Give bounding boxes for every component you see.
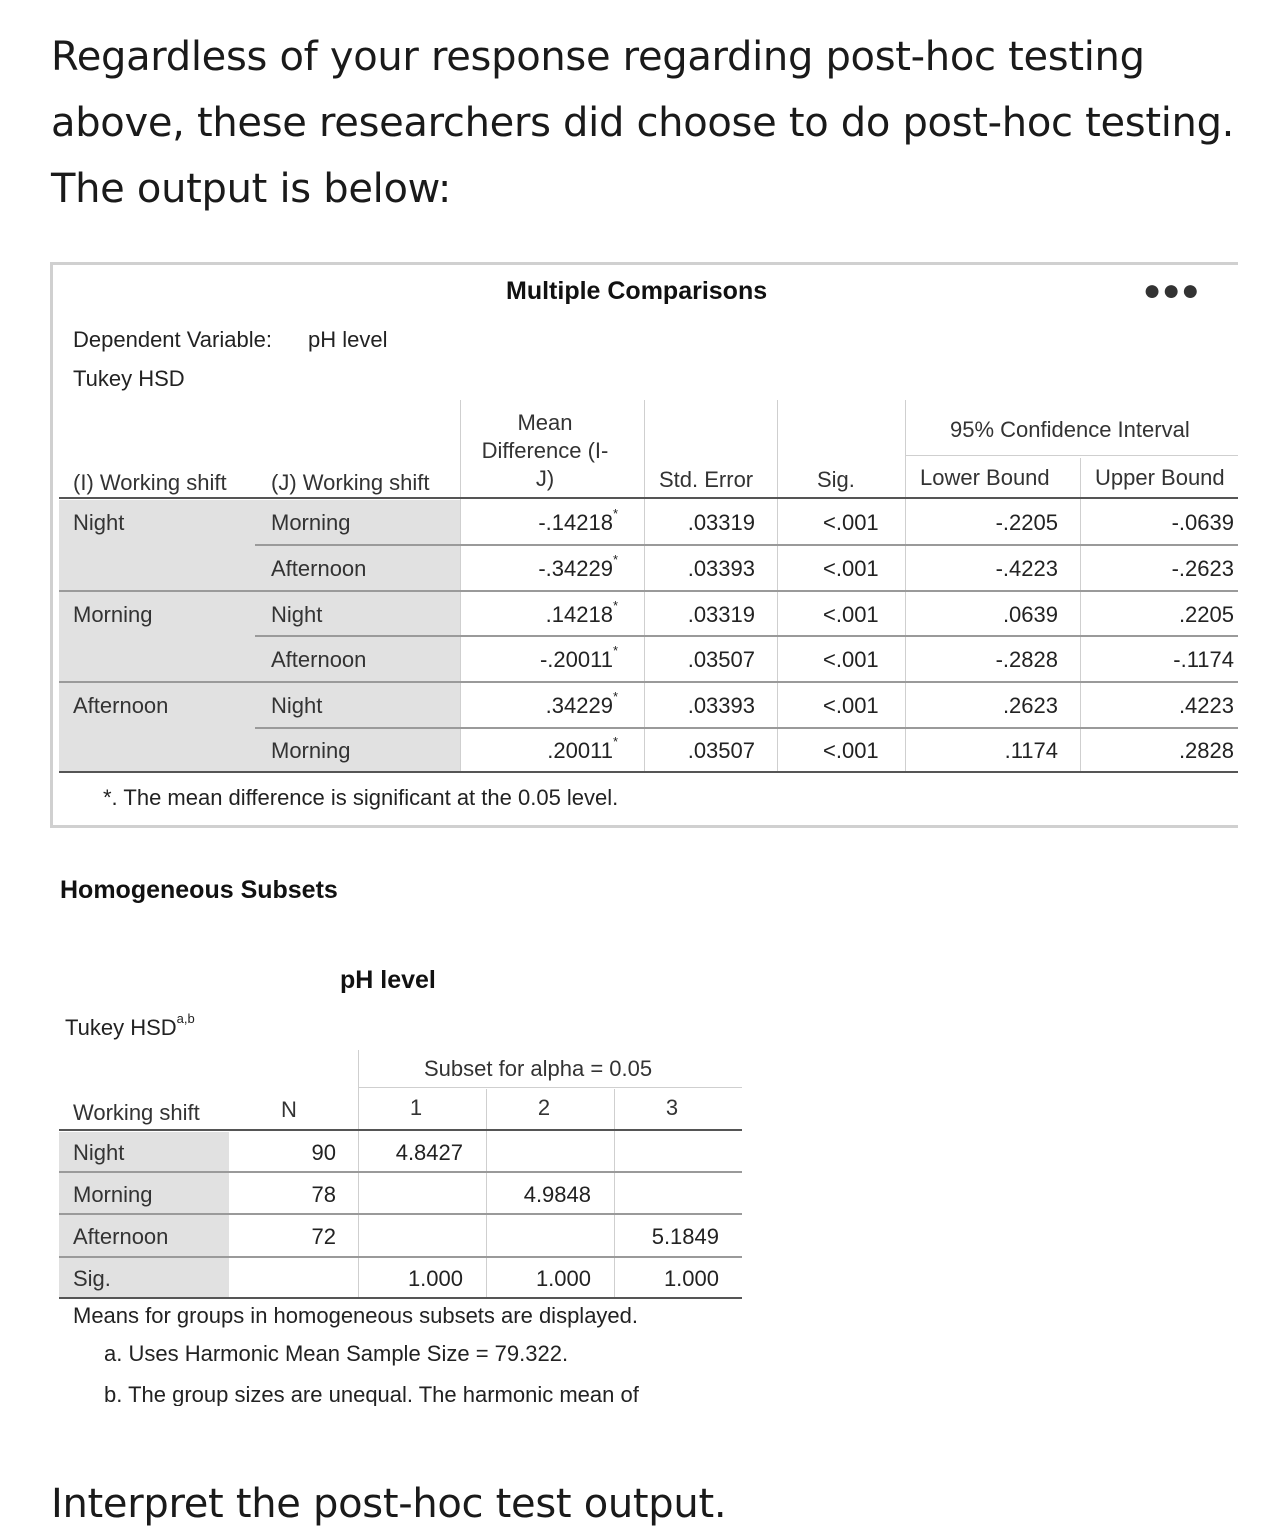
upper-bound-cell: -.2623: [1171, 556, 1234, 581]
sig-cell: <.001: [823, 647, 879, 672]
std-error-cell: .03393: [687, 556, 755, 581]
dependent-variable-value: pH level: [308, 327, 388, 352]
hs-subset-1-cell: 4.8427: [395, 1140, 463, 1165]
mean-difference-cell: -.20011*: [539, 643, 618, 672]
upper-bound-cell: -.0639: [1171, 510, 1234, 535]
hs-row-label: Morning: [73, 1182, 153, 1207]
header-confidence-interval: 95% Confidence Interval: [950, 417, 1190, 442]
header-i-working-shift: (I) Working shift: [73, 470, 227, 495]
sig-cell: <.001: [823, 738, 879, 763]
hs-row-label: Afternoon: [73, 1224, 169, 1249]
lower-bound-cell: .0639: [1002, 602, 1058, 627]
std-error-cell: .03319: [687, 602, 755, 627]
mean-difference-cell: .34229*: [545, 689, 618, 718]
intro-line-1: Regardless of your response regarding post-hoc testing: [51, 34, 1145, 80]
group-label-night: Night: [73, 510, 125, 535]
upper-bound-cell: .2828: [1178, 738, 1234, 763]
header-subset-1: 1: [409, 1095, 423, 1120]
ph-level-title: pH level: [340, 966, 436, 994]
mean-difference-cell: -.34229*: [538, 552, 618, 581]
row-j-label: Morning: [271, 510, 351, 535]
hs-note-a: a. Uses Harmonic Mean Sample Size = 79.322.: [104, 1341, 569, 1366]
mean-difference-cell: .20011*: [547, 734, 618, 763]
dependent-variable-label: Dependent Variable:: [73, 327, 272, 352]
hs-subset-3-cell: 5.1849: [651, 1224, 719, 1249]
hs-n-cell: 72: [311, 1224, 336, 1249]
header-mean-difference-1: Mean: [517, 410, 573, 435]
ellipsis-icon[interactable]: ●●●: [1143, 274, 1201, 307]
hs-sig-label: Sig.: [73, 1266, 111, 1291]
std-error-cell: .03319: [687, 510, 755, 535]
question-prompt: Interpret the post-hoc test output.: [51, 1481, 727, 1527]
row-j-label: Afternoon: [271, 647, 367, 672]
row-j-label: Night: [271, 602, 323, 627]
intro-line-2: above, these researchers did choose to do post-hoc testing.: [51, 100, 1235, 146]
hs-row-label: Night: [73, 1140, 125, 1165]
hs-sig-2: 1.000: [535, 1266, 591, 1291]
significance-footnote: *. The mean difference is significant at the 0.05 level.: [103, 785, 619, 810]
std-error-cell: .03507: [687, 738, 755, 763]
hs-note-b: b. The group sizes are unequal. The harmonic mean of: [104, 1382, 639, 1406]
upper-bound-cell: -.1174: [1173, 647, 1234, 672]
tukey-hsd-label: Tukey HSD$^{a,b}$: [65, 1011, 195, 1040]
header-working-shift: Working shift: [73, 1100, 200, 1125]
header-subset-alpha: Subset for alpha = 0.05: [424, 1056, 653, 1081]
multiple-comparisons-title: Multiple Comparisons: [506, 277, 768, 305]
hs-sig-3: 1.000: [663, 1266, 719, 1291]
lower-bound-cell: .2623: [1002, 693, 1058, 718]
group-label-afternoon: Afternoon: [73, 693, 169, 718]
header-subset-3: 3: [665, 1095, 679, 1120]
hs-n-cell: 90: [311, 1140, 336, 1165]
hs-sig-1: 1.000: [407, 1266, 463, 1291]
upper-bound-cell: .4223: [1178, 693, 1234, 718]
sig-cell: <.001: [823, 602, 879, 627]
header-n: N: [281, 1097, 297, 1122]
group-label-morning: Morning: [73, 602, 153, 627]
intro-line-3: The output is below:: [51, 166, 452, 212]
method-label: Tukey HSD: [73, 366, 185, 391]
row-j-label: Afternoon: [271, 556, 367, 581]
upper-bound-cell: .2205: [1178, 602, 1234, 627]
header-subset-2: 2: [537, 1095, 551, 1120]
std-error-cell: .03393: [687, 693, 755, 718]
lower-bound-cell: .1174: [1004, 738, 1058, 763]
sig-cell: <.001: [823, 510, 879, 535]
lower-bound-cell: -.2828: [995, 647, 1058, 672]
mean-difference-cell: .14218*: [545, 598, 618, 627]
header-upper-bound: Upper Bound: [1095, 465, 1225, 490]
intro-paragraph: [51, 24, 1251, 222]
homogeneous-subsets-heading: Homogeneous Subsets: [60, 876, 338, 904]
hs-n-cell: 78: [311, 1182, 336, 1207]
lower-bound-cell: -.2205: [995, 510, 1058, 535]
std-error-cell: .03507: [687, 647, 755, 672]
header-mean-difference-3: J): [535, 466, 555, 491]
lower-bound-cell: -.4223: [995, 556, 1058, 581]
mean-difference-cell: -.14218*: [538, 506, 618, 535]
row-j-label: Morning: [271, 738, 351, 763]
header-mean-difference-2: Difference (I-: [481, 438, 609, 463]
header-lower-bound: Lower Bound: [920, 465, 1050, 490]
header-std-error: Std. Error: [659, 467, 754, 492]
row-j-label: Night: [271, 693, 323, 718]
sig-cell: <.001: [823, 693, 879, 718]
header-sig: Sig.: [817, 467, 855, 492]
header-j-working-shift: (J) Working shift: [271, 470, 430, 495]
hs-subset-2-cell: 4.9848: [523, 1182, 591, 1207]
sig-cell: <.001: [823, 556, 879, 581]
hs-note-means: Means for groups in homogeneous subsets are displayed.: [73, 1303, 639, 1328]
